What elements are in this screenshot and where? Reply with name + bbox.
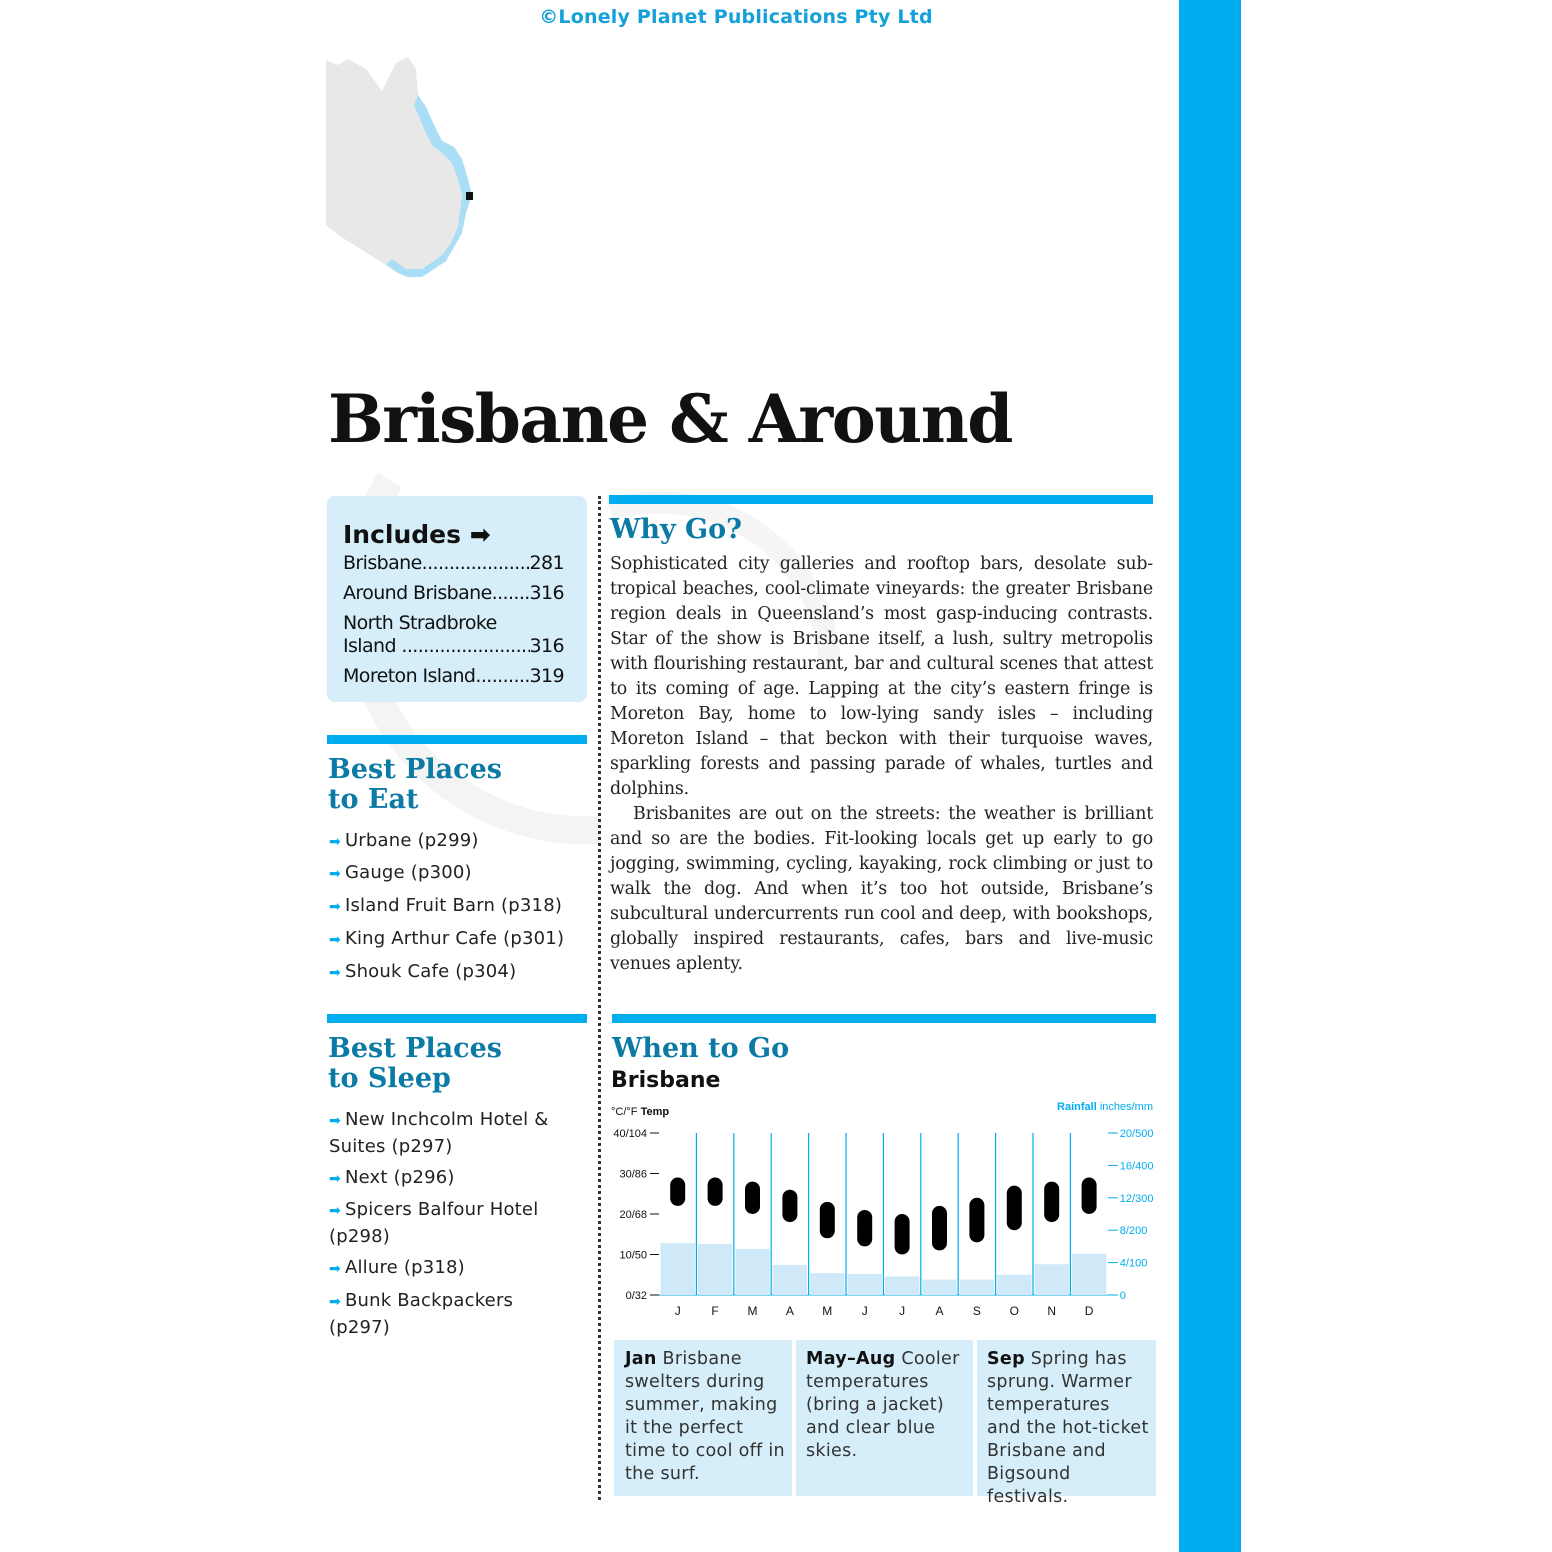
includes-item: North Stradbroke Island ..... 316 [343,612,564,658]
rainfall-bar [997,1275,1031,1295]
best-eat-heading: Best Places to Eat [328,754,502,815]
arrow-icon: ➡ [329,866,341,882]
includes-item: Around Brisbane ..... 316 [343,582,564,605]
arrow-icon: ➡ [329,1294,341,1310]
arrow-icon: ➡ [329,1203,341,1219]
month-label: M [747,1304,758,1318]
rainfall-bar [735,1249,769,1295]
arrow-icon: ➡ [329,899,341,915]
list-item: ➡ Urbane (p299) [329,830,479,851]
chapter-side-tab [1179,0,1241,1552]
list-item: ➡ Island Fruit Barn (p318) [329,895,563,916]
temperature-range-bar [895,1214,910,1255]
rainfall-bar [1035,1264,1069,1295]
rainfall-bar [810,1273,844,1295]
temp-tick-label: 40/104 [613,1128,647,1140]
list-item: ➡ Gauge (p300) [329,862,472,883]
arrow-icon: ➡ [329,965,341,981]
month-label: S [972,1304,981,1318]
rainfall-bar [960,1280,994,1295]
arrow-icon: ➡ [329,932,341,948]
rainfall-bar [848,1274,882,1295]
month-label: A [935,1304,944,1318]
rain-tick-label: 16/400 [1119,1160,1154,1173]
temperature-range-bar [1082,1178,1097,1214]
rainfall-bar [922,1280,956,1295]
rainfall-bar [661,1243,695,1295]
locator-map [326,55,486,285]
temperature-range-bar [932,1206,947,1251]
month-label: J [674,1304,681,1318]
copyright-notice: ©Lonely Planet Publications Pty Ltd [539,6,933,28]
list-item: ➡ Allure (p318) [329,1257,465,1278]
month-label: A [785,1304,794,1318]
temperature-range-bar [969,1198,984,1243]
includes-item: Moreton Island ..... 319 [343,665,564,688]
arrow-icon: ➡ [329,1113,341,1129]
rain-tick-label: 20/500 [1119,1128,1154,1140]
why-go-body [610,552,1153,977]
rainfall-bar [1072,1254,1106,1295]
tip-sep: Sep Spring has sprung. Warmer temperatures and the hot-ticket Brisbane and Bigsound festivals. [987,1349,1149,1507]
temp-tick-label: 30/86 [619,1168,647,1181]
temperature-range-bar [820,1202,835,1238]
rainfall-bar [885,1276,919,1295]
temperature-range-bar [670,1178,685,1206]
section-rule [609,495,1153,504]
why-go-paragraph: Brisbanites are out on the streets: the weather is brilliant and so are the bodies. Fit-looking locals get up early to go jogging, swimming, cycling, kayaking, rock climbing or just to walk the dog. And when it’s too hot outside, Brisbane’s subcultural undercurrents run cool and deep, with bookshops, globally inspired restaurants, cafes, bars and live-music venues aplenty. [610,804,1153,974]
tip-may-aug: May–Aug Cooler temperatures (bring a jacket) and clear blue skies. [806,1349,960,1461]
temp-axis-label: °C/°F Temp [611,1106,670,1118]
rainfall-bar [698,1244,732,1295]
month-label: N [1047,1304,1057,1318]
temperature-range-bar [745,1182,760,1214]
why-go-heading: Why Go? [610,514,742,545]
climate-chart [605,1098,1160,1323]
chapter-title: Brisbane & Around [328,380,1012,458]
temperature-range-bar [1044,1182,1059,1223]
when-to-go-heading: When to Go [612,1033,790,1064]
section-rule [327,735,587,744]
arrow-icon: ➡ [329,1261,341,1277]
temperature-range-bar [857,1210,872,1246]
best-sleep-heading: Best Places to Sleep [328,1033,502,1094]
rainfall-bar [773,1265,807,1295]
list-item: ➡ New Inchcolm Hotel & Suites (p297) [329,1109,549,1157]
month-label: F [711,1304,719,1318]
list-item: ➡ Bunk Backpackers (p297) [329,1290,514,1338]
temp-tick-label: 0/32 [625,1290,647,1302]
list-item: ➡ Next (p296) [329,1167,455,1188]
chart-city-title: Brisbane [611,1068,721,1093]
arrow-icon: ➡ [329,1171,341,1187]
column-divider [598,496,601,1500]
temp-tick-label: 20/68 [619,1209,647,1221]
month-label: M [822,1304,833,1318]
tip-jan: Jan Brisbane swelters during summer, making it the perfect time to cool off in the surf. [625,1349,785,1484]
rain-tick-label: 8/200 [1119,1225,1148,1238]
temp-tick-label: 10/50 [619,1249,647,1262]
rain-tick-label: 4/100 [1119,1257,1148,1270]
list-item: ➡ King Arthur Cafe (p301) [329,928,565,949]
temperature-range-bar [782,1190,797,1222]
list-item: ➡ Spicers Balfour Hotel (p298) [329,1199,539,1247]
month-label: J [861,1304,868,1318]
includes-item: Brisbane ..... 281 [343,552,564,575]
rain-axis-label: Rainfall inches/mm [1057,1101,1153,1113]
month-label: D [1084,1304,1094,1318]
month-label: J [899,1304,906,1318]
rain-tick-label: 12/300 [1119,1192,1154,1205]
section-rule [612,1014,1156,1023]
brisbane-marker [466,192,473,200]
rain-tick-label: 0 [1119,1290,1126,1302]
month-label: O [1009,1304,1019,1318]
temperature-range-bar [708,1178,723,1206]
includes-title: Includes ➡ [343,520,491,549]
section-rule [327,1014,587,1023]
arrow-icon: ➡ [329,834,341,850]
why-go-paragraph: Sophisticated city galleries and rooftop bars, desolate sub-tropical beaches, cool-climate vineyards: the greater Brisbane region deals in Queensland’s most gasp-inducing contrasts. Star of the show is Brisbane itself, a lush, sultry metropolis with flourishing restaurant, bar and cultural scenes that attest to its coming of age. Lapping at the city’s eastern fringe is Moreton Bay, home to low-lying sandy isles – including Moreton Island – that beckon with their turquoise waves, sparkling forests and passing parade of whales, turtles and dolphins. [610,554,1153,799]
list-item: ➡ Shouk Cafe (p304) [329,961,517,982]
temperature-range-bar [1007,1186,1022,1231]
